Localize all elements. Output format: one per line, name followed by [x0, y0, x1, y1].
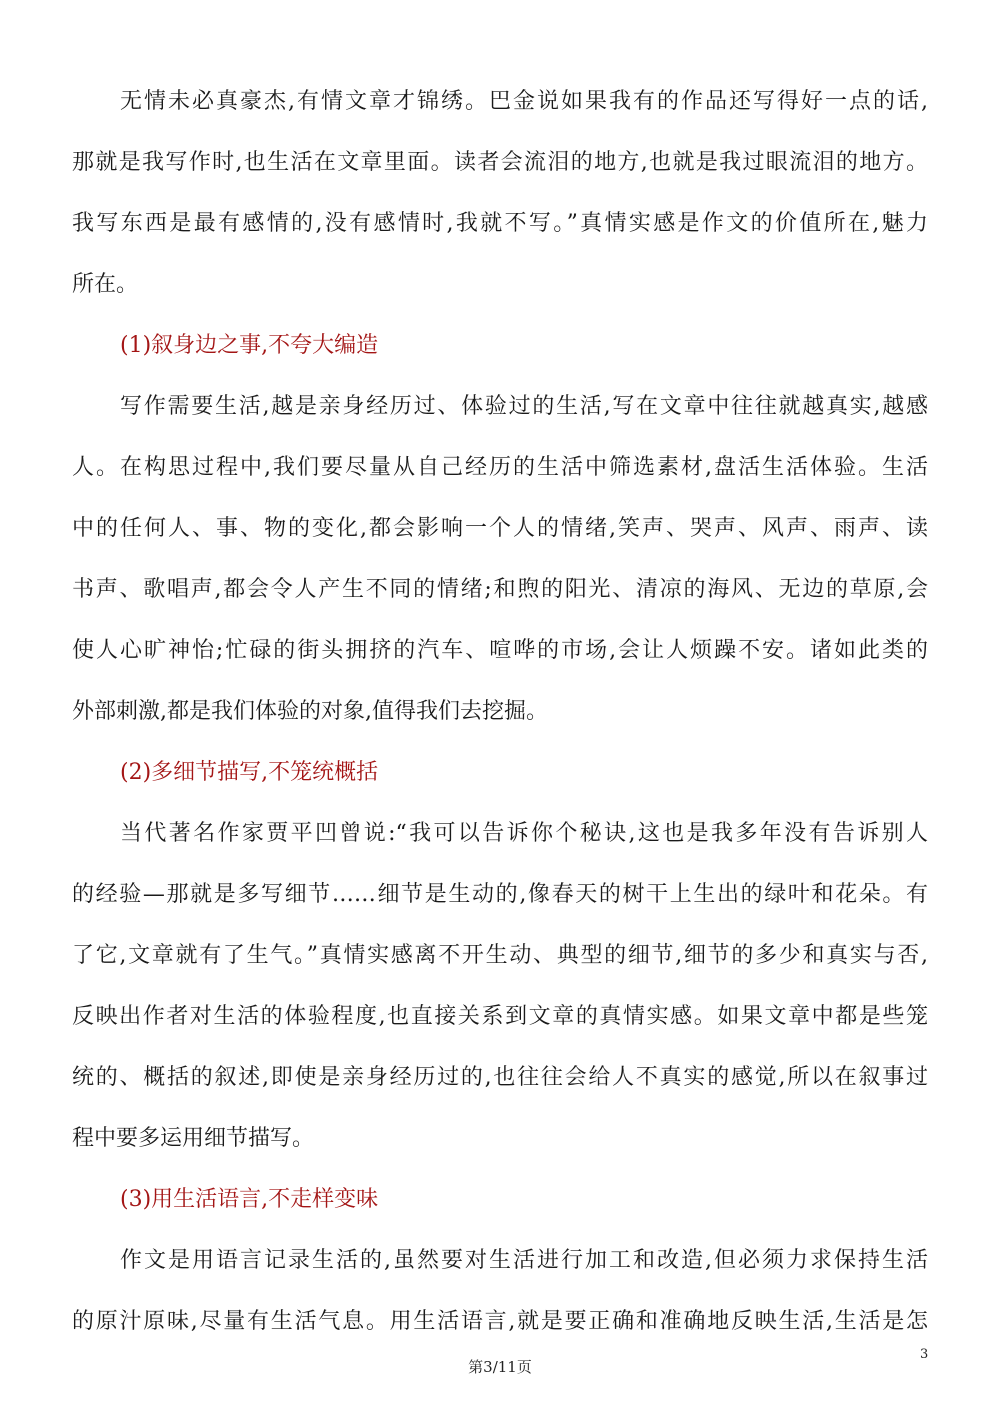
paragraph-line: 人。在构思过程中,我们要尽量从自己经历的生活中筛选素材,盘活生活体验。生活 [72, 455, 928, 480]
paragraph-line: 无情未必真豪杰,有情文章才锦绣。巴金说如果我有的作品还写得好一点的话, [120, 89, 928, 114]
paragraph-line: 的原汁原味,尽量有生活气息。用生活语言,就是要正确和准确地反映生活,生活是怎 [72, 1309, 928, 1334]
paragraph-line: 我写东西是最有感情的,没有感情时,我就不写。”真情实感是作文的价值所在,魅力 [72, 211, 928, 236]
paragraph-line: 程中要多运用细节描写。 [72, 1126, 315, 1151]
section-heading-2: (2)多细节描写,不笼统概括 [120, 760, 379, 785]
section-heading-1: (1)叙身边之事,不夸大编造 [120, 333, 379, 358]
paragraph-line: 那就是我写作时,也生活在文章里面。读者会流泪的地方,也就是我过眼流泪的地方。 [72, 150, 928, 175]
page-indicator: 第3/11页 [468, 1358, 532, 1376]
paragraph-line: 当代著名作家贾平凹曾说:“我可以告诉你个秘诀,这也是我多年没有告诉别人 [120, 821, 928, 846]
paragraph-line: 中的任何人、事、物的变化,都会影响一个人的情绪,笑声、哭声、风声、雨声、读 [72, 516, 928, 541]
paragraph-line: 作文是用语言记录生活的,虽然要对生活进行加工和改造,但必须力求保持生活 [120, 1248, 928, 1273]
paragraph-line: 反映出作者对生活的体验程度,也直接关系到文章的真情实感。如果文章中都是些笼 [72, 1004, 928, 1029]
section-heading-3: (3)用生活语言,不走样变味 [120, 1187, 379, 1212]
paragraph-line: 的经验—那就是多写细节……细节是生动的,像春天的树干上生出的绿叶和花朵。有 [72, 882, 928, 907]
page-number: 3 [920, 1347, 929, 1362]
paragraph-line: 了它,文章就有了生气。”真情实感离不开生动、典型的细节,细节的多少和真实与否, [72, 943, 928, 968]
paragraph-line: 所在。 [72, 272, 139, 297]
paragraph-line: 使人心旷神怡;忙碌的街头拥挤的汽车、喧哗的市场,会让人烦躁不安。诸如此类的 [72, 638, 928, 663]
paragraph-line: 统的、概括的叙述,即使是亲身经历过的,也往往会给人不真实的感觉,所以在叙事过 [72, 1065, 928, 1090]
paragraph-line: 书声、歌唱声,都会令人产生不同的情绪;和煦的阳光、清凉的海风、无边的草原,会 [72, 577, 928, 602]
paragraph-line: 写作需要生活,越是亲身经历过、体验过的生活,写在文章中往往就越真实,越感 [120, 394, 928, 419]
paragraph-line: 外部刺激,都是我们体验的对象,值得我们去挖掘。 [72, 699, 548, 724]
